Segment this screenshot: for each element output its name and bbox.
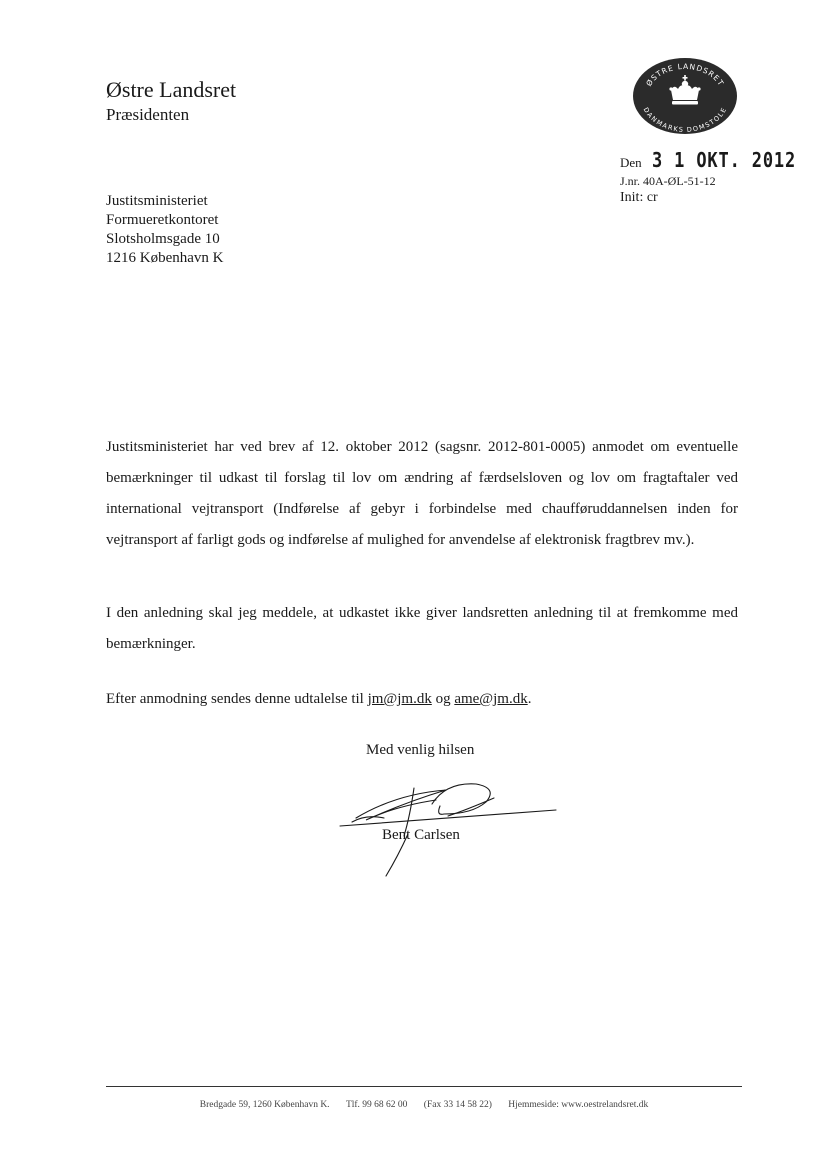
initials: Init: cr	[620, 190, 658, 205]
sender-title: Præsidenten	[106, 105, 190, 124]
recipient-address	[106, 192, 223, 268]
closing-greeting: Med venlig hilsen	[366, 742, 475, 758]
paragraph3-join: og	[431, 691, 455, 707]
date-label: Den	[620, 155, 642, 170]
date-stamp: 3 1 OKT. 2012	[651, 148, 796, 172]
body-paragraph-2: I den anledning skal jeg meddele, at udkastet ikke giver landsretten anledning til at fremkomme med bemærkninger.	[106, 605, 738, 652]
footer-fax: (Fax 33 14 58 22)	[423, 1100, 492, 1110]
paragraph3-prefix: Efter anmodning sendes denne udtalelse til	[106, 691, 368, 707]
footer-phone: Tlf. 99 68 62 00	[345, 1100, 408, 1110]
recipient-line: Slotsholmsgade 10	[106, 231, 220, 247]
date-row	[620, 148, 821, 172]
email-link-jm[interactable]: jm@jm.dk	[367, 691, 432, 707]
footer-website: Hjemmeside: www.oestrelandsret.dk	[508, 1100, 649, 1110]
signer-name: Bent Carlsen	[382, 827, 460, 843]
recipient-line: 1216 København K	[106, 250, 224, 266]
footer-divider	[106, 1086, 742, 1087]
body-paragraph-3	[106, 684, 738, 715]
paragraph3-suffix: .	[527, 691, 532, 707]
journal-number: J.nr. 40A-ØL-51-12	[620, 174, 716, 188]
court-seal-logo	[630, 56, 740, 136]
court-name: Østre Landsret	[106, 77, 237, 102]
footer	[106, 1100, 742, 1110]
svg-text:DANMARKS DOMSTOLE: DANMARKS DOMSTOLE	[641, 106, 729, 134]
email-link-ame[interactable]: ame@jm.dk	[454, 691, 528, 707]
body-paragraph-1: Justitsministeriet har ved brev af 12. oktober 2012 (sagsnr. 2012-801-0005) anmodet om eventuelle bemærkninger til udkast til forslag til lov om ændring af færdselsloven og lov om fragtaftaler ved international vejtransport (Indførelse af gebyr i forbindelse med chaufføruddannelsen inden for vejtransport af farligt gods og indførelse af mulighed for anvendelse af elektronisk fragtbrev mv.).	[106, 439, 738, 548]
svg-text:ØSTRE LANDSRET: ØSTRE LANDSRET	[644, 61, 726, 88]
recipient-line: Formueretkontoret	[106, 212, 219, 228]
recipient-line: Justitsministeriet	[106, 193, 208, 209]
footer-address: Bredgade 59, 1260 København K.	[199, 1100, 330, 1110]
